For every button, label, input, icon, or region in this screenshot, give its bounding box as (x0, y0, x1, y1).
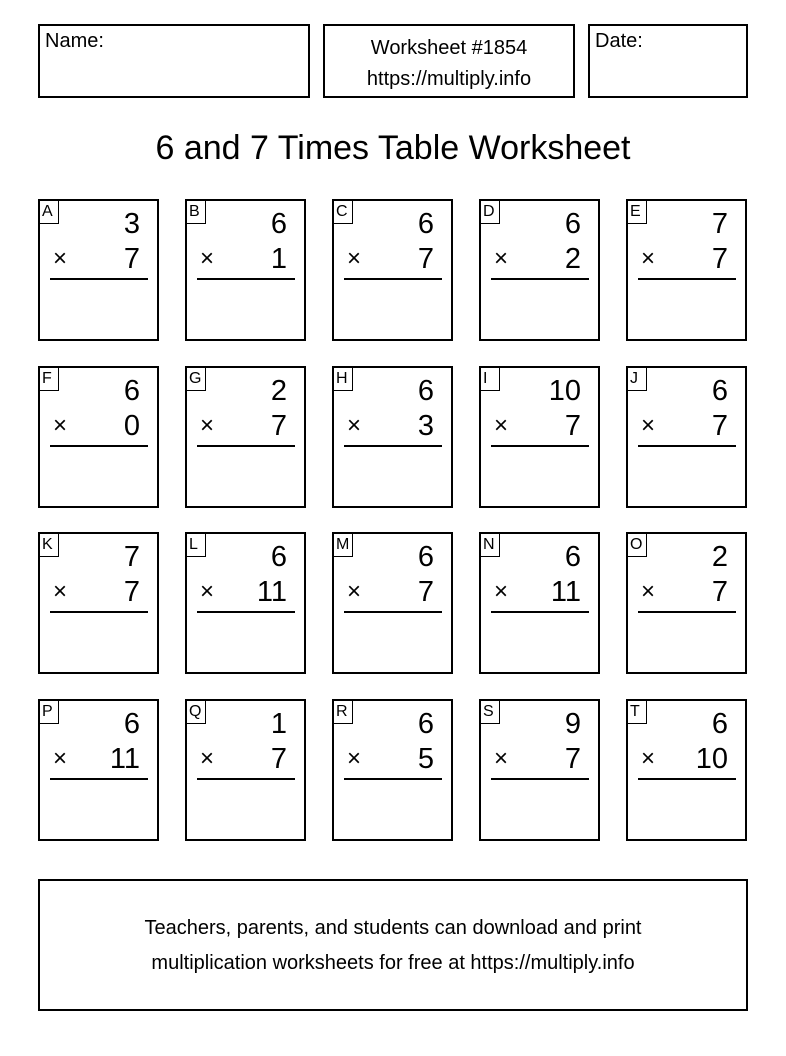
answer-line (638, 611, 736, 613)
answer-line (638, 445, 736, 447)
problem-letter: R (334, 701, 353, 724)
problem-card[interactable] (626, 699, 747, 841)
multiplier: 7 (711, 243, 728, 275)
multiplier: 7 (270, 410, 287, 442)
problem-card[interactable] (626, 366, 747, 508)
multiplicand: 6 (564, 541, 581, 573)
multiplicand: 2 (711, 541, 728, 573)
multiplicand: 6 (123, 708, 140, 740)
name-label: Name: (45, 30, 104, 52)
answer-line (344, 778, 442, 780)
multiplicand: 10 (548, 375, 581, 407)
problem-letter: S (481, 701, 500, 724)
multiply-sign: × (641, 245, 656, 272)
problem-card[interactable] (332, 199, 453, 341)
problem-card[interactable] (332, 532, 453, 674)
multiplier: 7 (564, 743, 581, 775)
multiplier: 0 (123, 410, 140, 442)
problem-card[interactable] (38, 366, 159, 508)
answer-line (50, 278, 148, 280)
multiply-sign: × (53, 745, 68, 772)
problem-card[interactable] (38, 699, 159, 841)
multiplier: 11 (256, 576, 287, 608)
multiply-sign: × (53, 578, 68, 605)
multiplier: 7 (417, 576, 434, 608)
answer-line (344, 445, 442, 447)
answer-line (344, 278, 442, 280)
multiplicand: 6 (711, 708, 728, 740)
problem-card[interactable] (38, 532, 159, 674)
multiplier: 11 (109, 743, 140, 775)
problem-card[interactable] (479, 199, 600, 341)
problem-letter: N (481, 534, 500, 557)
multiply-sign: × (347, 745, 362, 772)
multiplier: 7 (270, 743, 287, 775)
problem-letter: G (187, 368, 206, 391)
problem-letter: Q (187, 701, 206, 724)
problem-letter: A (40, 201, 59, 224)
date-field-box[interactable] (588, 24, 748, 98)
multiplier: 7 (123, 243, 140, 275)
multiply-sign: × (200, 578, 215, 605)
answer-line (197, 445, 295, 447)
footer-text-line-1: Teachers, parents, and students can download and print (144, 917, 642, 939)
problem-card[interactable] (185, 699, 306, 841)
multiply-sign: × (641, 578, 656, 605)
problem-card[interactable] (626, 199, 747, 341)
problem-card[interactable] (38, 199, 159, 341)
problem-card[interactable] (332, 366, 453, 508)
multiply-sign: × (494, 745, 509, 772)
answer-line (491, 278, 589, 280)
footer-text-line-2: multiplication worksheets for free at https://multiply.info (151, 952, 635, 974)
multiply-sign: × (494, 412, 509, 439)
answer-line (50, 611, 148, 613)
problem-letter: T (628, 701, 647, 724)
multiplicand: 9 (564, 708, 581, 740)
answer-line (491, 445, 589, 447)
problem-card[interactable] (479, 532, 600, 674)
problem-card[interactable] (332, 699, 453, 841)
date-label: Date: (595, 30, 643, 52)
answer-line (197, 611, 295, 613)
problem-letter: H (334, 368, 353, 391)
problem-letter: B (187, 201, 206, 224)
problem-letter: J (628, 368, 647, 391)
multiply-sign: × (641, 745, 656, 772)
problem-letter: C (334, 201, 353, 224)
multiply-sign: × (200, 745, 215, 772)
multiply-sign: × (53, 245, 68, 272)
answer-line (491, 778, 589, 780)
multiplier: 7 (564, 410, 581, 442)
problem-card[interactable] (185, 532, 306, 674)
page-title: 6 and 7 Times Table Worksheet (155, 129, 631, 167)
problem-letter: I (481, 368, 500, 391)
multiplicand: 2 (270, 375, 287, 407)
multiply-sign: × (641, 412, 656, 439)
answer-line (344, 611, 442, 613)
answer-line (197, 778, 295, 780)
problem-letter: F (40, 368, 59, 391)
multiplicand: 6 (417, 541, 434, 573)
multiplicand: 3 (123, 208, 140, 240)
problem-card[interactable] (479, 699, 600, 841)
multiplier: 7 (417, 243, 434, 275)
answer-line (638, 278, 736, 280)
multiply-sign: × (494, 245, 509, 272)
multiply-sign: × (347, 412, 362, 439)
multiplier: 5 (417, 743, 434, 775)
multiplicand: 1 (270, 708, 287, 740)
multiplicand: 6 (270, 541, 287, 573)
worksheet-info-box (323, 24, 575, 98)
multiplier: 7 (123, 576, 140, 608)
multiply-sign: × (494, 578, 509, 605)
answer-line (50, 445, 148, 447)
multiply-sign: × (347, 578, 362, 605)
multiplicand: 6 (417, 375, 434, 407)
problem-letter: L (187, 534, 206, 557)
multiplicand: 7 (711, 208, 728, 240)
problem-letter: O (628, 534, 647, 557)
multiplier: 7 (711, 410, 728, 442)
multiply-sign: × (347, 245, 362, 272)
multiplicand: 6 (564, 208, 581, 240)
multiply-sign: × (53, 412, 68, 439)
multiplier: 10 (695, 743, 728, 775)
multiplier: 3 (417, 410, 434, 442)
multiplicand: 6 (417, 208, 434, 240)
multiply-sign: × (200, 245, 215, 272)
multiplicand: 7 (123, 541, 140, 573)
worksheet-number: Worksheet #1854 (370, 37, 528, 59)
multiply-sign: × (200, 412, 215, 439)
problem-letter: K (40, 534, 59, 557)
multiplier: 7 (711, 576, 728, 608)
problem-letter: P (40, 701, 59, 724)
multiplier: 1 (270, 243, 287, 275)
problem-letter: M (334, 534, 353, 557)
name-field-box[interactable] (38, 24, 310, 98)
site-url: https://multiply.info (366, 68, 532, 90)
multiplicand: 6 (123, 375, 140, 407)
multiplier: 2 (564, 243, 581, 275)
multiplicand: 6 (417, 708, 434, 740)
problem-card[interactable] (185, 366, 306, 508)
multiplicand: 6 (711, 375, 728, 407)
multiplier: 11 (550, 576, 581, 608)
answer-line (491, 611, 589, 613)
problem-card[interactable] (626, 532, 747, 674)
answer-line (50, 778, 148, 780)
answer-line (197, 278, 295, 280)
problem-letter: E (628, 201, 647, 224)
answer-line (638, 778, 736, 780)
footer-box (38, 879, 748, 1011)
problem-card[interactable] (185, 199, 306, 341)
problem-card[interactable] (479, 366, 600, 508)
problem-letter: D (481, 201, 500, 224)
multiplicand: 6 (270, 208, 287, 240)
